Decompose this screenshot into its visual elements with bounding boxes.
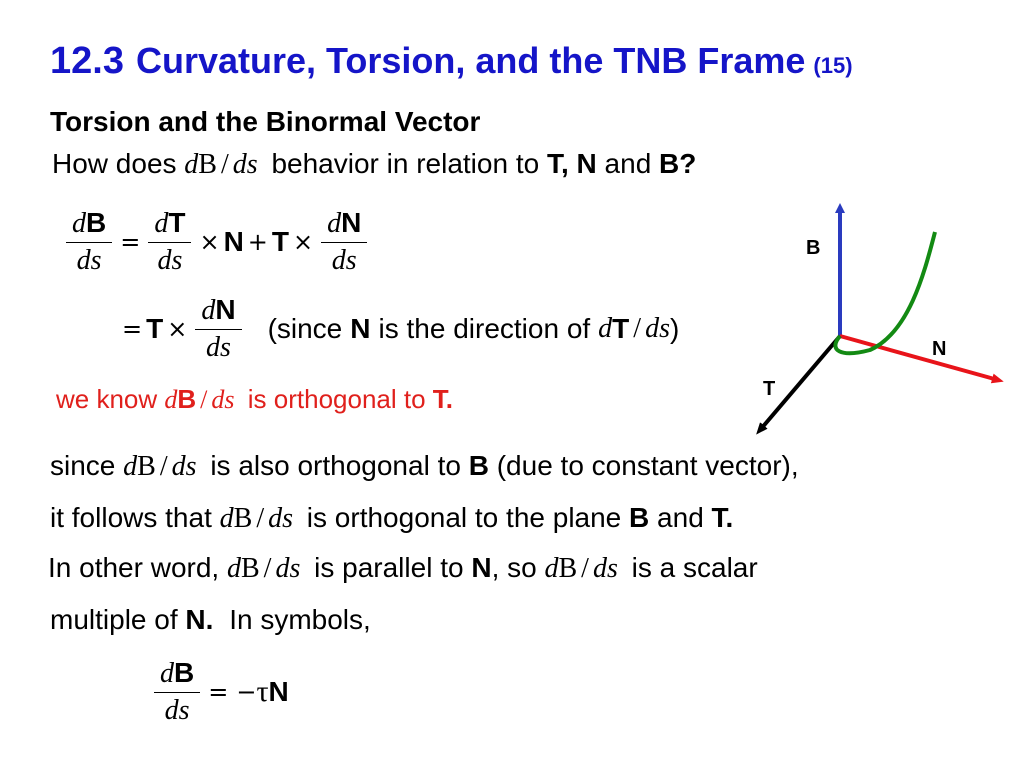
l2-slash: / (256, 503, 265, 534)
eq2-equals: = (122, 315, 143, 343)
l2-T: T. (711, 502, 734, 533)
fraction-dB-ds (66, 205, 112, 279)
l1-d: d (123, 451, 138, 482)
slide-title (50, 40, 853, 83)
eq1-t1-den: ds (157, 245, 183, 276)
question-d: d (184, 149, 199, 180)
eq2-d: d (201, 295, 216, 326)
l3-B2: B (558, 553, 578, 584)
l2-d: d (219, 503, 234, 534)
question-and: and (604, 148, 652, 179)
para-line-3 (48, 552, 758, 585)
l3-ds: ds (275, 553, 301, 584)
l1-post: (due to constant vector), (496, 450, 799, 481)
eq2-close: ) (669, 313, 680, 344)
fraction-dB-ds-3 (154, 655, 200, 729)
l3-ds2: ds (592, 553, 618, 584)
question-pre: How does (52, 148, 177, 179)
question-T: T, (546, 148, 569, 179)
eq2-times: × (167, 315, 188, 343)
l4-post: In symbols, (229, 604, 371, 635)
space-curve (835, 232, 935, 353)
know-slash: / (200, 385, 208, 414)
eq1-times: × (199, 228, 220, 256)
fraction-dN-ds-2 (195, 292, 241, 366)
normal-vector (840, 336, 998, 380)
equation-1 (62, 205, 371, 279)
question-N: N (576, 148, 597, 179)
subtitle: Torsion and the Binormal Vector (50, 106, 481, 137)
l3-post: is a scalar (631, 552, 758, 583)
eq1-T: T (271, 226, 290, 257)
eq1-t2-d: d (327, 208, 342, 239)
l2-mid: is orthogonal to the plane (306, 502, 622, 533)
l3-N: N (471, 552, 492, 583)
l1-ds: ds (171, 451, 197, 482)
eq1-t2-den: ds (331, 245, 357, 276)
eq1-lhs-B: B (86, 207, 107, 238)
label-N: N (932, 338, 947, 360)
equation-2 (118, 292, 679, 366)
eq1-N: N (223, 226, 244, 257)
l3-pre: In other word, (48, 552, 220, 583)
para-line-2 (50, 502, 733, 535)
l1-slash: / (159, 451, 168, 482)
eq3-d: d (160, 658, 174, 689)
eq1-t1-T: T (168, 207, 186, 238)
l2-ds: ds (268, 503, 294, 534)
question-mid: behavior in relation to (271, 148, 540, 179)
eq2-den: ds (205, 332, 231, 363)
fraction-dN-ds (321, 205, 367, 279)
eq1-equals: = (120, 228, 141, 256)
l3-d: d (226, 553, 241, 584)
l4-pre: multiple of (50, 604, 178, 635)
question-line (52, 148, 696, 181)
question-slash: / (220, 149, 229, 180)
know-d: d (164, 385, 178, 414)
label-B: B (806, 237, 821, 259)
l1-Bv: B (468, 450, 489, 481)
l2-and: and (657, 502, 704, 533)
eq3-B: B (174, 657, 195, 688)
know-B: B (177, 384, 197, 414)
eq1-times2: × (293, 228, 314, 256)
eq3-equals: = (208, 678, 229, 706)
l2-pre: it follows that (50, 502, 212, 533)
know-pre: we know (56, 384, 158, 414)
eq2-N: N (350, 313, 371, 344)
orthogonal-statement (56, 384, 453, 415)
question-B2: B? (659, 148, 697, 179)
equation-3 (150, 655, 289, 729)
eq1-plus: + (247, 228, 268, 256)
eq2-since: (since (267, 313, 343, 344)
tnb-frame-diagram (740, 200, 1010, 440)
l1-pre: since (50, 450, 116, 481)
eq2-slash: / (633, 313, 642, 344)
l2-B: B (233, 503, 253, 534)
para-line-1 (50, 450, 799, 483)
eq3-den: ds (164, 695, 190, 726)
l3-mid: is parallel to (314, 552, 464, 583)
l3-slash2: / (581, 553, 589, 584)
l3-slash: / (263, 553, 272, 584)
eq2-mid: is the direction of (378, 313, 591, 344)
eq2-d2: d (598, 313, 613, 344)
fraction-dT-ds (148, 205, 191, 279)
eq1-t1-d: d (154, 208, 169, 239)
eq3-minus: − (236, 678, 257, 706)
eq1-lhs-den: ds (76, 245, 102, 276)
eq1-t2-N: N (341, 207, 362, 238)
section-number: 12.3 (50, 40, 124, 82)
eq2-N-num: N (215, 294, 236, 325)
know-mid: is orthogonal to (247, 384, 426, 414)
l1-B: B (137, 451, 156, 482)
question-B: B (198, 149, 217, 180)
know-ds: ds (211, 385, 235, 414)
page-number: (15) (813, 53, 853, 78)
eq2-ds: ds (645, 313, 670, 344)
know-T: T. (432, 384, 454, 414)
l3-B: B (240, 553, 260, 584)
l3-d2: d (544, 553, 559, 584)
label-T: T (763, 378, 776, 400)
eq3-N: N (268, 676, 289, 707)
l3-so: , so (491, 552, 537, 583)
eq2-T: T (146, 313, 164, 344)
title-text: Curvature, Torsion, and the TNB Frame (135, 40, 806, 81)
l4-N: N. (185, 604, 214, 635)
l1-mid: is also orthogonal to (210, 450, 461, 481)
eq1-lhs-d: d (72, 208, 86, 239)
question-ds: ds (232, 149, 258, 180)
para-line-4 (50, 604, 371, 636)
l2-Bv: B (629, 502, 650, 533)
eq2-Tv: T (612, 313, 630, 344)
eq3-tau: τ (256, 675, 269, 708)
